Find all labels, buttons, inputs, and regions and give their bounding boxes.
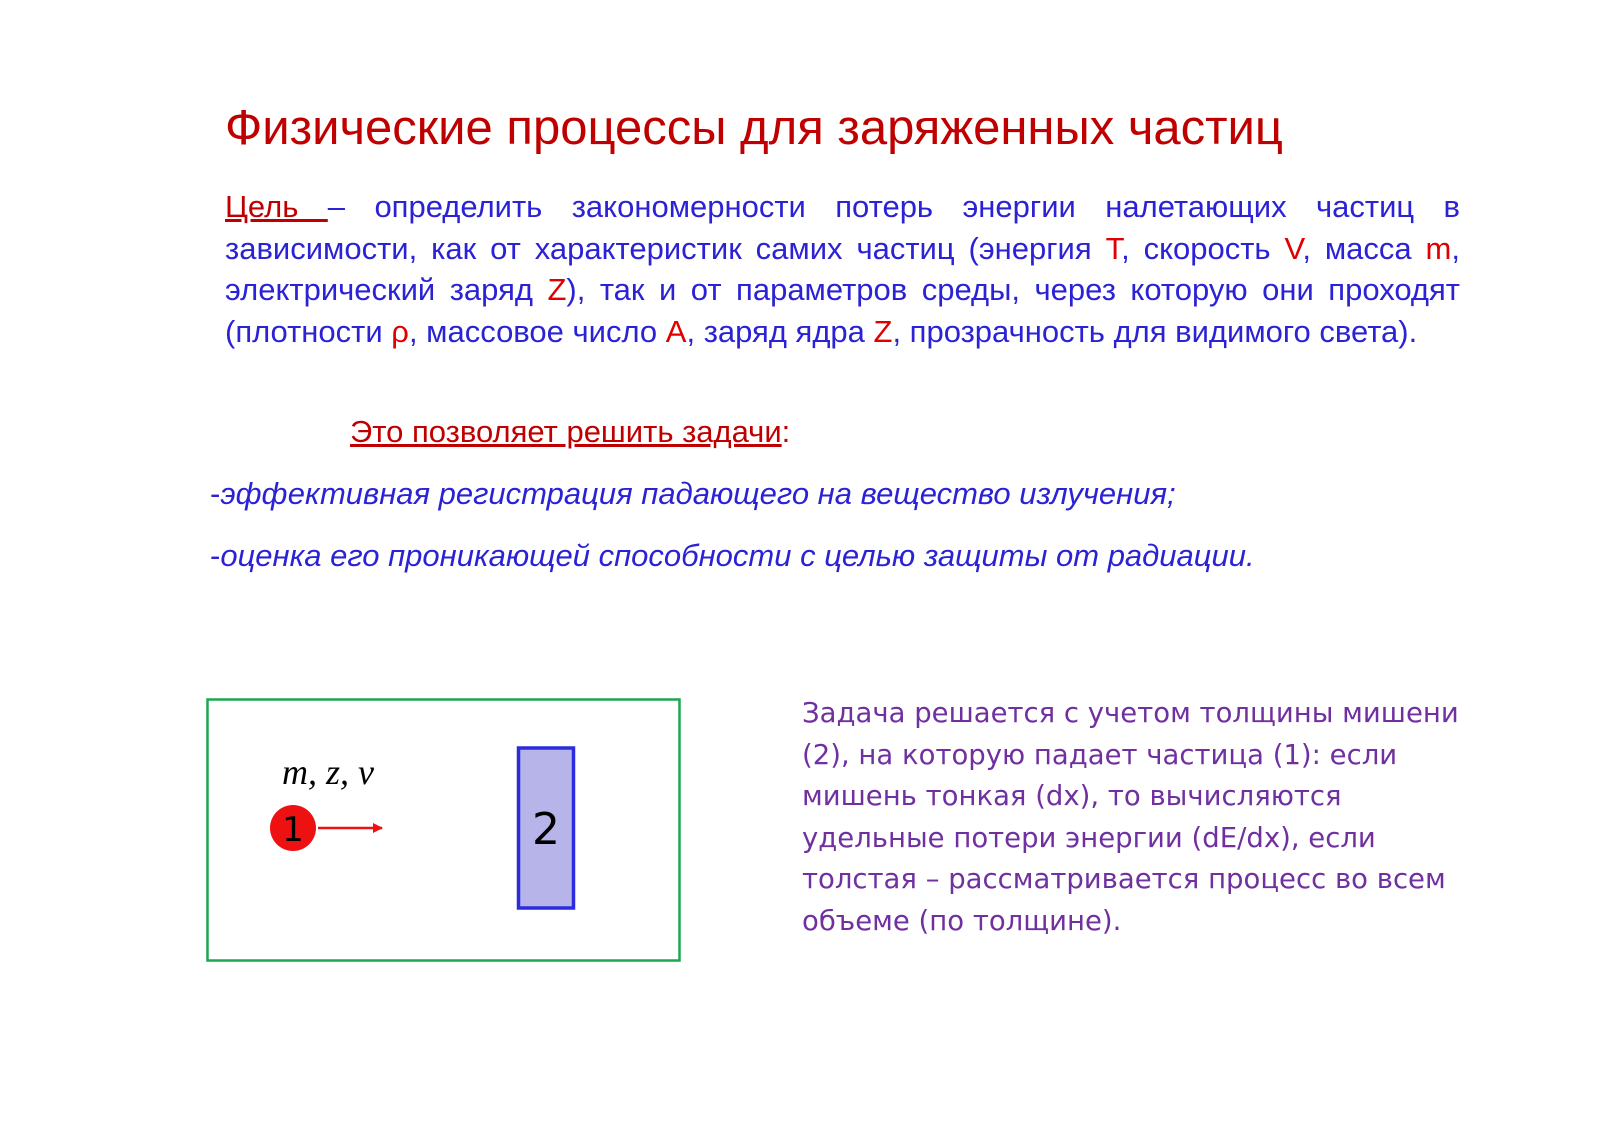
- seg-0: – определить закономерности потерь энергии налетающих частиц в зависимости, как от характеристик самих частиц (энергия: [225, 189, 1461, 266]
- tasks-heading-label: Это позволяет решить задачи: [350, 414, 782, 449]
- seg-14: , прозрачность для видимого света).: [892, 313, 1418, 349]
- tasks-heading-colon: :: [781, 414, 791, 449]
- seg-mass-number-symbol: А: [665, 313, 687, 349]
- seg-4: , масса: [1302, 230, 1426, 266]
- seg-mass-symbol: m: [1425, 230, 1452, 266]
- particle-params-label: m, z, v: [282, 752, 374, 792]
- slide-title: Физические процессы для заряженных частиц: [225, 101, 1283, 155]
- task-dash: -: [210, 538, 221, 573]
- seg-8: ), так и от параметров среды, через которую они проходят (плотности: [225, 272, 1461, 349]
- seg-6: , электрический заряд: [225, 230, 1460, 307]
- particle-target-diagram: [206, 698, 682, 962]
- seg-12: , заряд ядра: [686, 313, 874, 349]
- task-text: эффективная регистрация падающего на вещество излучения;: [220, 476, 1176, 511]
- task-dash: -: [210, 476, 221, 511]
- seg-energy-symbol: T: [1105, 230, 1122, 266]
- note-paragraph: Задача решается с учетом толщины мишени (2), на которую падает частица (1): если мишень тонкая (dx), то вычисляются удельные потери энергии (dE/dx), если толстая – рассматривается процесс во всем объеме (по толщине).: [802, 697, 1459, 937]
- seg-density-symbol: ρ: [391, 313, 409, 349]
- task-item-protection: [210, 538, 1255, 574]
- seg-2: , скорость: [1121, 230, 1285, 266]
- seg-10: , массовое число: [408, 313, 666, 349]
- seg-charge-symbol: Z: [547, 272, 567, 307]
- seg-velocity-symbol: V: [1284, 230, 1303, 266]
- goal-label: Цель: [225, 189, 328, 224]
- target-label: 2: [532, 804, 560, 855]
- seg-nuclear-charge-symbol: Z: [873, 313, 893, 349]
- goal-paragraph: [225, 186, 1460, 352]
- task-text: оценка его проникающей способности с целью защиты от радиации.: [220, 538, 1255, 573]
- task-item-registration: [210, 476, 1176, 512]
- tasks-heading: [350, 414, 790, 450]
- particle-label: 1: [282, 810, 304, 850]
